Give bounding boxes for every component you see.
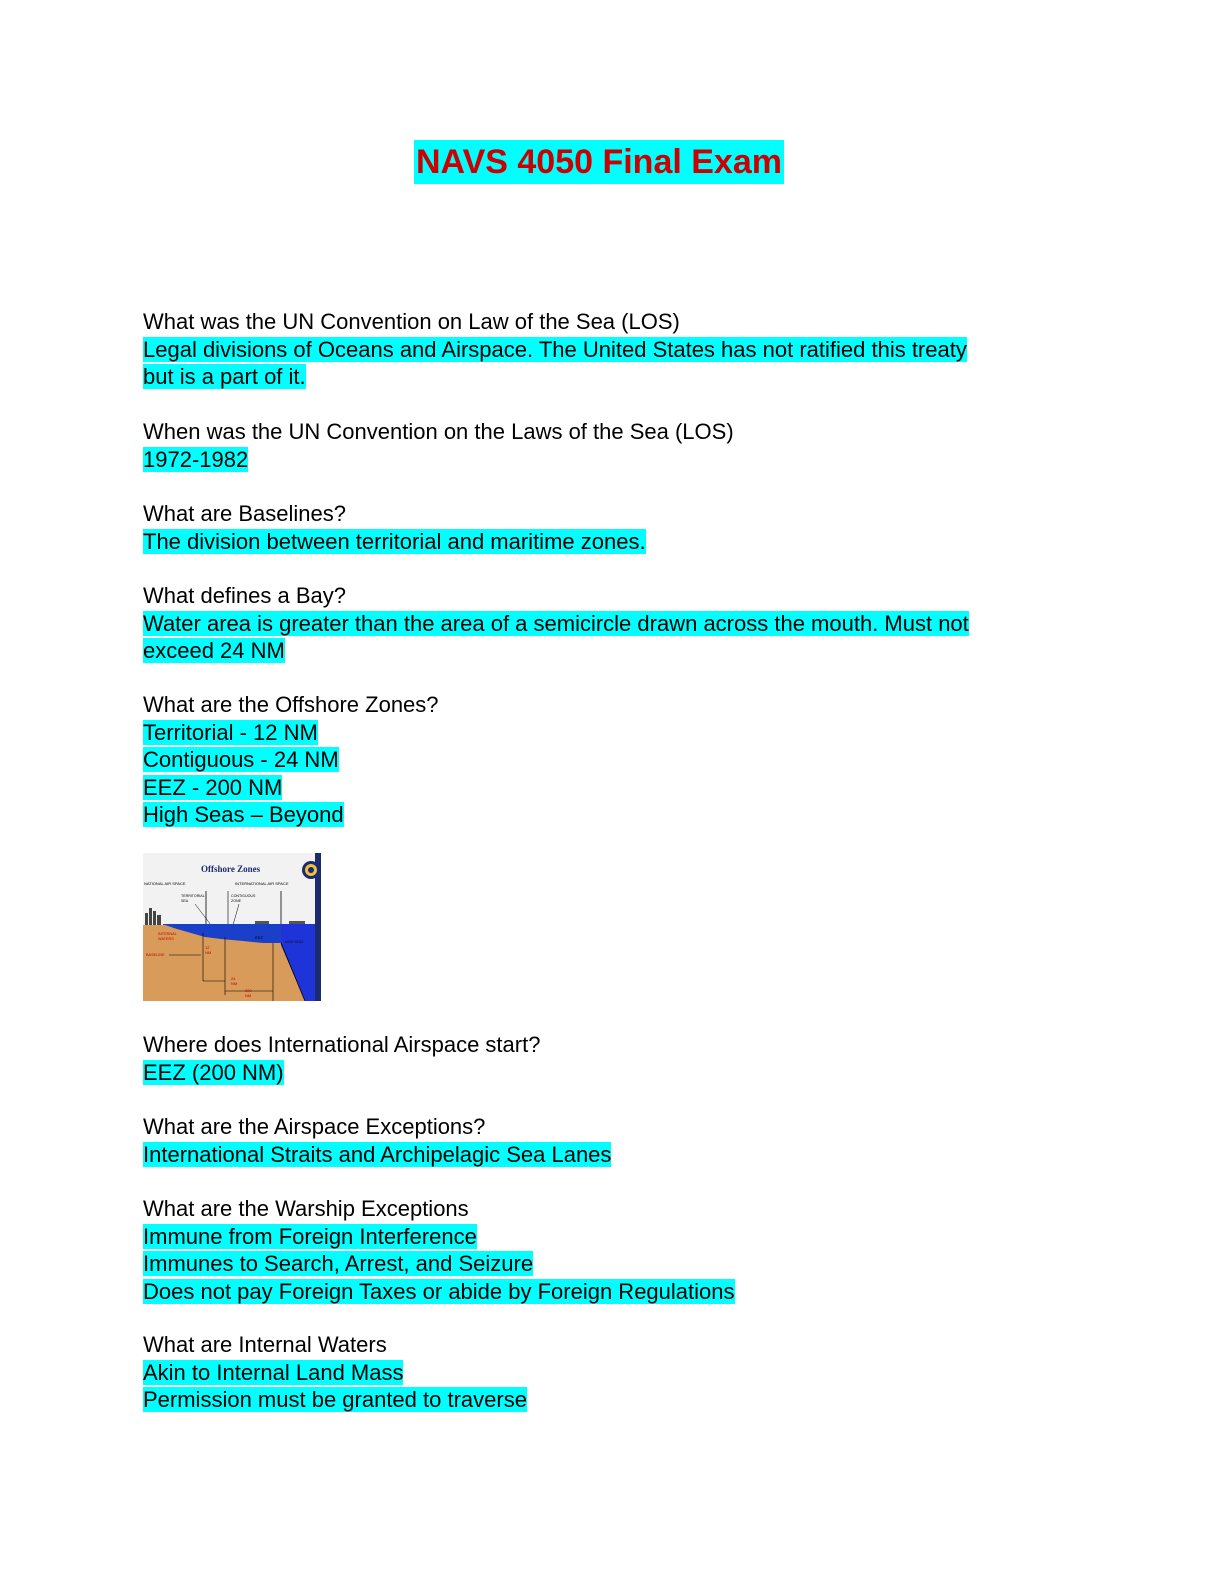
answer: EEZ (200 NM) <box>143 1059 284 1085</box>
qa-item-baselines <box>143 500 646 555</box>
answer: International Straits and Archipelagic Sea Lanes <box>143 1141 612 1167</box>
label-national-air-space: NATIONAL AIR SPACE <box>144 881 186 886</box>
seal-icon <box>302 861 320 879</box>
label-international-air-space: INTERNATIONAL AIR SPACE <box>235 881 289 886</box>
answer: High Seas – Beyond <box>143 802 344 827</box>
label-internal-waters-2: WATERS <box>158 937 174 941</box>
label-24nm-1: 24 <box>231 976 236 981</box>
question: When was the UN Convention on the Laws of the Sea (LOS) <box>143 419 734 444</box>
answer: exceed 24 NM <box>143 638 285 663</box>
qa-item-international-airspace <box>143 1031 540 1086</box>
qa-item-bay <box>143 582 969 665</box>
label-12nm-1: 12 <box>205 945 210 950</box>
label-internal-waters-1: INTERNAL <box>158 932 177 936</box>
question: What defines a Bay? <box>143 583 347 608</box>
qa-item-offshore-zones <box>143 691 439 829</box>
question: What are Baselines? <box>143 501 346 526</box>
answer: Immune from Foreign Interference <box>143 1223 477 1249</box>
answer: Permission must be granted to traverse <box>143 1387 527 1412</box>
answer: The division between territorial and maritime zones. <box>143 528 646 554</box>
answer: but is a part of it. <box>143 364 306 389</box>
label-baseline: BASELINE <box>146 953 165 957</box>
answer: 1972-1982 <box>143 446 249 472</box>
label-contiguous-zone-1: CONTIGUOUS <box>231 894 256 898</box>
qa-item-warship-exceptions <box>143 1195 735 1305</box>
question: What are the Airspace Exceptions? <box>143 1114 486 1139</box>
label-12nm-2: NM <box>205 950 212 955</box>
label-200nm-1: 200 <box>245 988 252 993</box>
label-territorial-sea-1: TERRITORIAL <box>181 894 205 898</box>
label-200nm-2: NM <box>245 993 252 998</box>
label-territorial-sea-2: SEA <box>181 899 189 903</box>
question: Where does International Airspace start? <box>143 1032 541 1057</box>
label-24nm-2: NM <box>231 981 238 986</box>
answer: EEZ - 200 NM <box>143 774 283 800</box>
qa-item-los <box>143 308 967 391</box>
question: What are the Offshore Zones? <box>143 692 439 717</box>
offshore-zones-diagram <box>143 853 321 1001</box>
answer: Contiguous - 24 NM <box>143 747 339 772</box>
answer: Water area is greater than the area of a semicircle drawn across the mouth. Must not <box>143 610 969 636</box>
page-title: NAVS 4050 Final Exam <box>414 140 784 184</box>
question: What was the UN Convention on Law of the Sea (LOS) <box>143 309 680 334</box>
label-eez: EEZ <box>255 935 263 940</box>
question: What are Internal Waters <box>143 1332 387 1357</box>
answer: Immunes to Search, Arrest, and Seizure <box>143 1251 534 1276</box>
answer: Does not pay Foreign Taxes or abide by Foreign Regulations <box>143 1278 735 1304</box>
answer: Akin to Internal Land Mass <box>143 1359 404 1385</box>
qa-item-los-dates <box>143 418 734 473</box>
question: What are the Warship Exceptions <box>143 1196 469 1221</box>
label-contiguous-zone-2: ZONE <box>231 899 241 903</box>
answer: Legal divisions of Oceans and Airspace. The United States has not ratified this treaty <box>143 336 967 362</box>
label-high-seas: HIGH SEAS <box>285 940 304 944</box>
qa-item-internal-waters <box>143 1331 527 1414</box>
qa-item-airspace-exceptions <box>143 1113 611 1168</box>
diagram-heading: Offshore Zones <box>201 864 261 874</box>
answer: Territorial - 12 NM <box>143 719 318 745</box>
